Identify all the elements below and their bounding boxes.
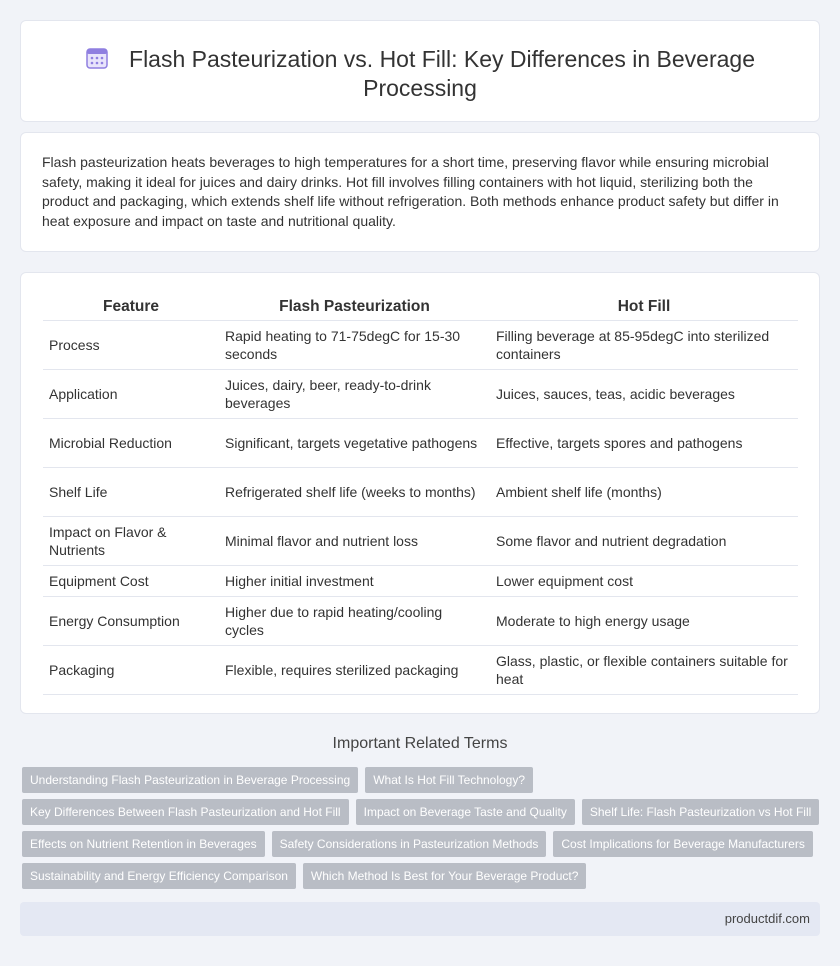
table-row (43, 369, 798, 418)
related-term-link[interactable]: Cost Implications for Beverage Manufacturers (553, 831, 812, 857)
table-cell: Shelf Life (43, 467, 219, 516)
related-terms-list (22, 767, 822, 895)
header-hot-fill: Hot Fill (490, 295, 798, 320)
footer (20, 902, 820, 936)
table-cell: Glass, plastic, or flexible containers suitable for heat (490, 645, 798, 694)
table-cell: Energy Consumption (43, 596, 219, 645)
table-cell: Higher initial investment (219, 565, 490, 596)
table-row (43, 645, 798, 694)
table-cell: Equipment Cost (43, 565, 219, 596)
table-cell: Process (43, 320, 219, 369)
related-term-link[interactable]: Shelf Life: Flash Pasteurization vs Hot Fill (582, 799, 819, 825)
table-cell: Ambient shelf life (months) (490, 467, 798, 516)
comparison-table (43, 295, 798, 695)
title-card (20, 20, 820, 122)
header-flash-pasteurization: Flash Pasteurization (219, 295, 490, 320)
related-term-link[interactable]: Impact on Beverage Taste and Quality (356, 799, 575, 825)
description-card (20, 132, 820, 252)
table-cell: Juices, dairy, beer, ready-to-drink beverages (219, 369, 490, 418)
related-term-link[interactable]: Understanding Flash Pasteurization in Beverage Processing (22, 767, 358, 793)
related-term-link[interactable]: Which Method Is Best for Your Beverage Product? (303, 863, 586, 889)
table-cell: Microbial Reduction (43, 418, 219, 467)
table-cell: Significant, targets vegetative pathogens (219, 418, 490, 467)
table-row (43, 467, 798, 516)
table-cell: Minimal flavor and nutrient loss (219, 516, 490, 565)
table-cell: Some flavor and nutrient degradation (490, 516, 798, 565)
table-row (43, 565, 798, 596)
related-terms-heading: Important Related Terms (332, 735, 508, 752)
table-cell: Rapid heating to 71-75degC for 15-30 seconds (219, 320, 490, 369)
table-cell: Filling beverage at 85-95degC into sterilized containers (490, 320, 798, 369)
footer-site-link[interactable]: productdif.com (724, 911, 810, 926)
related-term-link[interactable]: Safety Considerations in Pasteurization Methods (272, 831, 547, 857)
related-term-link[interactable]: Sustainability and Energy Efficiency Comparison (22, 863, 296, 889)
table-cell: Effective, targets spores and pathogens (490, 418, 798, 467)
table-cell: Refrigerated shelf life (weeks to months) (219, 467, 490, 516)
tag-row (22, 767, 822, 793)
table-cell: Lower equipment cost (490, 565, 798, 596)
table-cell: Higher due to rapid heating/cooling cycles (219, 596, 490, 645)
table-cell: Impact on Flavor & Nutrients (43, 516, 219, 565)
related-term-link[interactable]: What Is Hot Fill Technology? (365, 767, 533, 793)
related-term-link[interactable]: Effects on Nutrient Retention in Beverages (22, 831, 265, 857)
tag-row (22, 799, 822, 825)
table-cell: Packaging (43, 645, 219, 694)
tag-row (22, 831, 822, 857)
page-title (61, 45, 779, 103)
page-title-text: Flash Pasteurization vs. Hot Fill: Key Differences in Beverage Processing (129, 46, 755, 101)
table-cell: Juices, sauces, teas, acidic beverages (490, 369, 798, 418)
description-text: Flash pasteurization heats beverages to high temperatures for a short time, preserving flavor while ensuring microbial safety, making it ideal for juices and dairy drinks. Hot fill involves filling containers with hot liquid, sterilizing both the product and packaging, which extends shelf life without refrigeration. Both methods enhance product safety but differ in heat exposure and impact on taste and nutritional quality. (42, 154, 779, 229)
table-cell: Application (43, 369, 219, 418)
table-row (43, 320, 798, 369)
header-feature: Feature (43, 295, 219, 320)
table-row (43, 418, 798, 467)
table-cell: Flexible, requires sterilized packaging (219, 645, 490, 694)
table-row (43, 516, 798, 565)
table-header-row (43, 295, 798, 320)
related-term-link[interactable]: Key Differences Between Flash Pasteurization and Hot Fill (22, 799, 349, 825)
calendar-icon (85, 46, 109, 70)
table-cell: Moderate to high energy usage (490, 596, 798, 645)
tag-row (22, 863, 822, 889)
table-row (43, 596, 798, 645)
comparison-table-card (20, 272, 820, 714)
